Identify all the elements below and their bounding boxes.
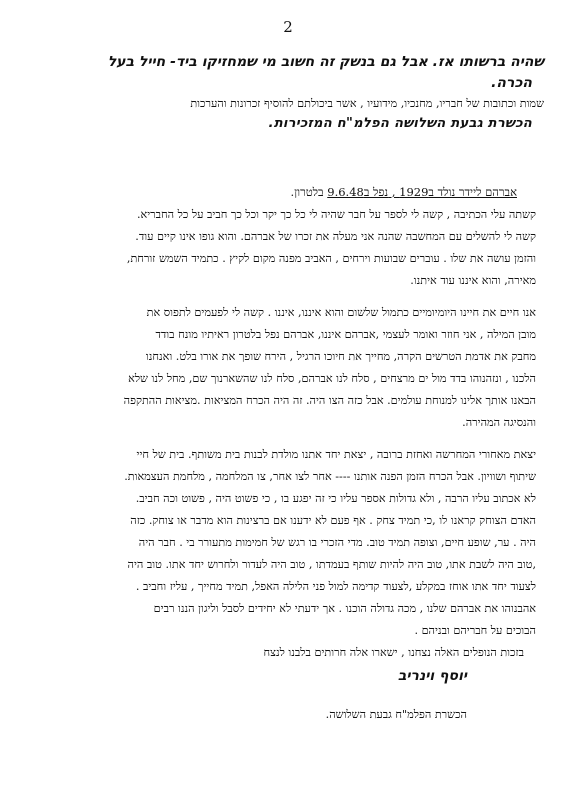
signature: יוסף וינריב [397, 668, 467, 684]
person-header [40, 185, 517, 200]
body-text [48, 204, 536, 642]
body-line: לצעוד יחד אתו אוחז במקלע ,לצעוד קדימה למול פני הלילה האפל, תמיד מחייך , עליז וחביב . [135, 580, 536, 593]
intro-text [40, 52, 544, 94]
person-fell-place: בלטרון. [290, 185, 328, 199]
body-line: הלכנו , ונזהנוהו בדד מול ים מרצחים , סלח לנו אברהם, סלח לנו שהשארנוך שם, מחל לנו שלא [128, 372, 536, 385]
subtitle: שמות וכתובות של חבריו, מחנכיו, מידועיו , אשר ביכולתם להוסיף זכרונות והערכות [190, 97, 544, 110]
body-line: מחבק את אדמת הטרשים הקרה, מחייך את חיוכו הרגיל , הירח שופך את אורו בלט. ואנחנו [145, 350, 536, 363]
intro-line-2: הכרה. [491, 75, 532, 91]
body-line: הבאנו אותך אלינו למנוחת עולמים. אבל כזה הצו היה. זה היה הכרח המציאות .מציאות ההתקפה [123, 394, 536, 407]
body-line: לא אכתוב עליו הרבה , ולא גדולות אספר עליו כי זה יפגע בו , כי פשוט היה , פשוט וכה חביב. [135, 492, 536, 505]
body-line: הבוכים על חבריהם ובניהם . [414, 624, 536, 637]
body-line: אנו חיים את חיינו היומיומיים כתמול שלשום והוא איננו, איננו . קשה לי לפעמים לתפוס את [146, 306, 536, 319]
org-heading: הכשרת גבעת השלושה הפלמ"ח המזכירות. [268, 116, 532, 131]
body-line: קשתה עלי הכתיבה , קשה לי לספר על חבר שהיה לי כל כך יקר וכל כך חביב על כל החבריא. [136, 208, 536, 221]
body-line: האדם הצוחק קראנו לו ,כי תמיד צחק . אף פעם לא ידענו אם ברצינות הוא מדבר או צוחק. כזה [130, 514, 536, 527]
body-line: מאירה, והוא איננו עוד איתנו. [410, 274, 536, 287]
body-line: והזמן עושה את שלו . עוברים שבועות וירחים , האביב מפנה מקום לקיץ . כתמיד השמש זורחת, [126, 252, 536, 265]
body-line: והנסיגה המהירה. [462, 416, 536, 429]
page-number: 2 [283, 18, 293, 36]
signature-org: הכשרת הפלמ"ח גבעת השלושה. [325, 708, 467, 721]
body-line: קשה לי להשלים עם המחשבה שהנה אני מעלה את זכרו של אברהם. והוא גופו אינו קיים עוד. [135, 230, 536, 243]
closing-line: בזכות הנופלים האלה נצחנו , ישארו אלה חרותים בלבנו לנצח [263, 646, 524, 659]
body-line: שיתוף ושוויון. אבל הכרח הזמן הפנה אותנו ---- אחר לצו אחר, צו המלחמה , מלחמת העצמאות. [124, 470, 536, 483]
person-fell-date: נפל ב9.6.48 [327, 185, 389, 199]
body-line: אהבנוהו את אברהם שלנו , מכה גדולה הוכנו . אך ידעתי לא יחידים לסבל וליגון הננו רבים [153, 602, 536, 615]
intro-line-1: שהיה ברשותו אז. אבל גם בנשק זה חשוב מי שמחזיקו ביד- חייל בעל [107, 54, 544, 70]
body-line: היה . ער, שופע חיים, וצופה תמיד טוב. מדי הזכרי בו רגש של חמימות מתעורר בי . חבר היה [138, 536, 536, 549]
person-name-birth: אברהם ליידר נולד ב1929 , [388, 185, 517, 199]
body-line: ,טוב היה לשבת אתו, טוב היה להיות שותף בעמדתו , טוב היה לעדור ולחרוש יחד אתו. טוב היה [127, 558, 536, 571]
body-line: יצאת מאחורי המחרשה ואחזת ברובה , יצאת יחד אתנו מולדת לבנות בית משותף. בית של חיי [136, 448, 536, 461]
body-line: מובן המילה , אני חוזר ואומר לעצמי ,אברהם איננו, אברהם נפל בלטרון ראיתיו מונח בודד [155, 328, 536, 341]
